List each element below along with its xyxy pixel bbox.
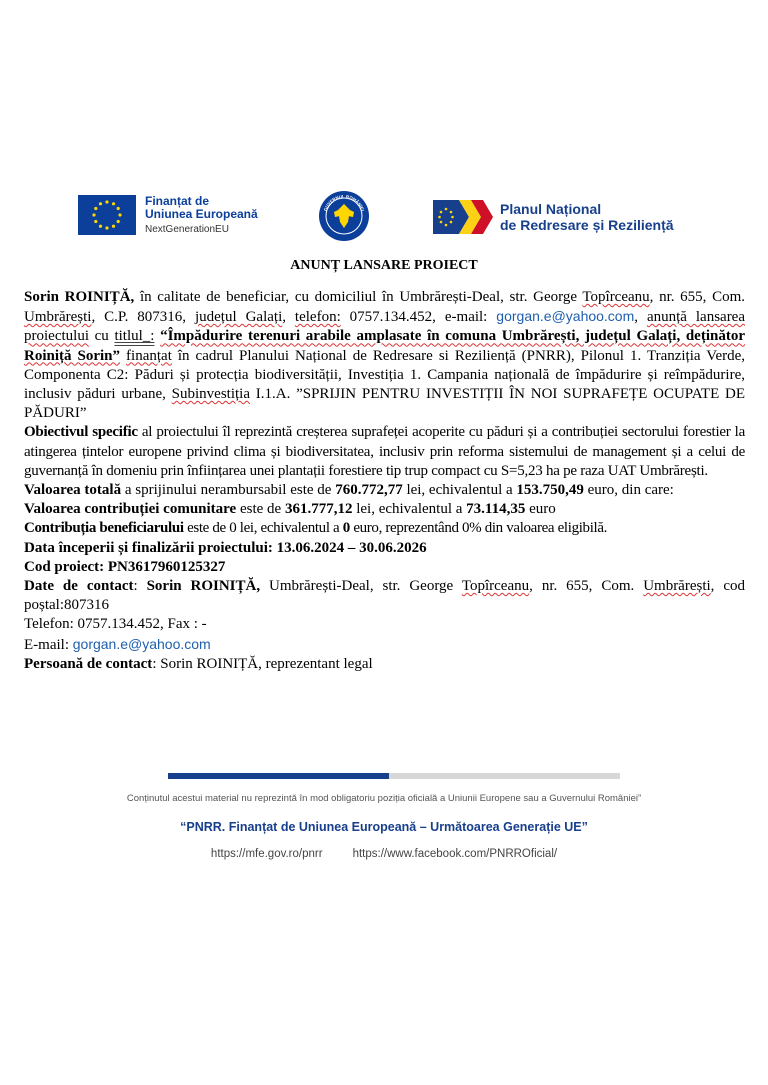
total-value-paragraph <box>24 481 745 500</box>
contact-text-4: , cod poștal:807316 <box>24 578 746 614</box>
footer-disclaimer: Conținutul acestui material nu reprezintă în mod obligatoriu poziția oficială a Uniunii Europene sau a Guvernului României” <box>126 793 642 804</box>
project-dates <box>24 539 745 558</box>
community-lei-value: 361.777,12 <box>284 501 353 518</box>
intro-text-4: , <box>282 309 295 326</box>
objective-paragraph <box>24 423 745 481</box>
page-title: ANUNȚ LANSARE PROIECT <box>290 258 478 273</box>
intro-text-11: I.1.A. ”SPRIJIN PENTRU INVESTIȚII ÎN NOI SUPRAFEȚE OCUPATE DE PĂDURI” <box>24 386 745 422</box>
total-text-2: lei, echivalentul a <box>402 482 517 499</box>
community-text-2: lei, echivalentul a <box>352 501 467 518</box>
pnrr-line1: Planul Național <box>500 201 602 217</box>
person-text: : Sorin ROINIȚĂ, reprezentant legal <box>152 655 373 672</box>
beneficiary-label: Contribuția beneficiarului <box>24 520 184 537</box>
beneficiary-eur-value: 0 <box>342 520 350 537</box>
total-lei-value: 760.772,77 <box>335 482 403 499</box>
contact-text-1: : <box>133 578 147 595</box>
person-label: Persoană de contact <box>24 655 153 672</box>
total-eur-value: 153.750,49 <box>516 482 584 499</box>
community-contribution <box>24 500 745 519</box>
beneficiary-text-1: este de 0 lei, echivalentul a <box>183 520 343 537</box>
footer-link-facebook[interactable]: https://www.facebook.com/PNRROficial/ <box>352 848 558 860</box>
community-label: Valoarea contribuției comunitare <box>24 501 237 518</box>
footer-link-mfe[interactable]: https://mfe.gov.ro/pnrr <box>210 848 323 860</box>
contact-person <box>24 655 745 674</box>
pnrr-line2: de Redresare și Reziliență <box>500 217 674 233</box>
contact-text-3: , nr. 655, Com. <box>529 578 644 595</box>
total-text-3: euro, din care: <box>583 482 674 499</box>
footer-slogan: “PNRR. Finanțat de Uniunea Europeană – Următoarea Generație UE” <box>180 820 588 834</box>
total-text-1: a sprijinului nerambursabil este de <box>121 482 336 499</box>
objective-text: al proiectului îl reprezintă creșterea suprafeței acoperite cu păduri și a contribuției sectorului forestier la atingerea țintelor europene privind clima și biodiversitatea, inclusiv prin reforma sistemului de management și a celui de guvernanță în domeniu prin înființarea unei plantații forestiere tip trup compact cu S=5,23 ha pe raza UAT Umbrărești. <box>24 424 745 479</box>
contact-details <box>24 577 745 615</box>
pnrr-label <box>500 201 674 233</box>
footer-progress-bar <box>168 773 620 779</box>
government-seal-icon <box>318 190 370 242</box>
beneficiary-contribution <box>24 519 745 538</box>
eu-line3: NextGenerationEU <box>145 224 229 235</box>
community-text-3: euro <box>525 501 556 518</box>
beneficiary-name: Sorin ROINIȚĂ, <box>24 289 135 305</box>
contact-commune: Umbrărești <box>643 578 711 595</box>
eu-flag-icon <box>78 195 136 235</box>
email-label: E-mail: <box>24 636 73 653</box>
code-value: PN3617960125327 <box>104 558 226 575</box>
intro-email-link[interactable]: gorgan.e@yahoo.com <box>496 308 635 325</box>
community-eur-value: 73.114,35 <box>466 501 526 518</box>
code-label: Cod proiect: <box>24 558 105 575</box>
logo-band <box>78 190 698 242</box>
contact-street: Topîrceanu <box>461 578 530 595</box>
intro-announce: anunță lansarea proiectului <box>24 309 746 345</box>
contact-text-2: Umbrărești-Deal, str. George <box>260 578 462 595</box>
intro-text-1: în calitate de beneficiar, cu domiciliul în Umbrărești-Deal, str. George <box>134 289 583 305</box>
beneficiary-text-2: euro, reprezentând 0% din valoarea eligibilă. <box>349 520 608 537</box>
eu-line1: Finanțat de <box>145 194 210 208</box>
contact-label: Date de contact <box>24 578 134 595</box>
dates-label: Data începerii și finalizării proiectului: <box>24 539 273 556</box>
intro-text-3: , C.P. 807316, <box>91 309 195 326</box>
intro-county: județul Galați <box>194 309 283 326</box>
email-link[interactable]: gorgan.e@yahoo.com <box>72 635 211 652</box>
email-line <box>24 635 745 655</box>
intro-phone-label: telefon: <box>294 309 341 326</box>
community-text-1: este de <box>236 501 285 518</box>
intro-text-10: în cadrul Planului Național de Redresare si Reziliență (PNRR), Pilonul 1. Tranziția Verde, Componenta C2: Păduri și protecția biodiversității, Investiția 1. Campania națională de împădurire și reîmpădurire, inclusiv păduri urbane, <box>24 347 746 403</box>
contact-name: Sorin ROINIȚĂ, <box>146 578 261 595</box>
project-title: “Împădurire terenuri arabile amplasate în comuna Umbrărești, județul Galați, deținător Roiniță Sorin” <box>24 328 745 364</box>
eu-line2: Uniunea Europeană <box>145 207 258 221</box>
intro-street: Topîrceanu <box>582 289 650 305</box>
intro-text-6: , <box>634 309 647 326</box>
eu-funding-label <box>145 195 258 236</box>
project-code <box>24 558 745 577</box>
intro-text-2: , nr. 655, Com. <box>649 289 746 305</box>
intro-text-7: cu <box>88 328 115 345</box>
intro-title-label: titlul_: <box>114 328 155 345</box>
intro-subinvestment: Subinvestiția <box>171 386 250 403</box>
footer-progress-fill <box>168 773 389 779</box>
intro-commune: Umbrărești <box>24 309 92 326</box>
total-label: Valoarea totală <box>24 482 122 499</box>
footer-links <box>0 848 768 860</box>
intro-funded: finanțat <box>126 347 172 364</box>
announcement-body <box>24 288 745 674</box>
objective-label: Obiectivul specific <box>24 424 138 441</box>
gov-seal-label: GUVERNUL ROMÂNIEI <box>322 193 366 212</box>
phone-line: Telefon: 0757.134.452, Fax : - <box>24 616 207 633</box>
dates-value: 13.06.2024 – 30.06.2026 <box>272 539 427 556</box>
intro-text-5: 0757.134.452, e-mail: <box>340 309 497 326</box>
pnrr-logo-icon <box>433 200 495 234</box>
intro-paragraph <box>24 288 745 423</box>
